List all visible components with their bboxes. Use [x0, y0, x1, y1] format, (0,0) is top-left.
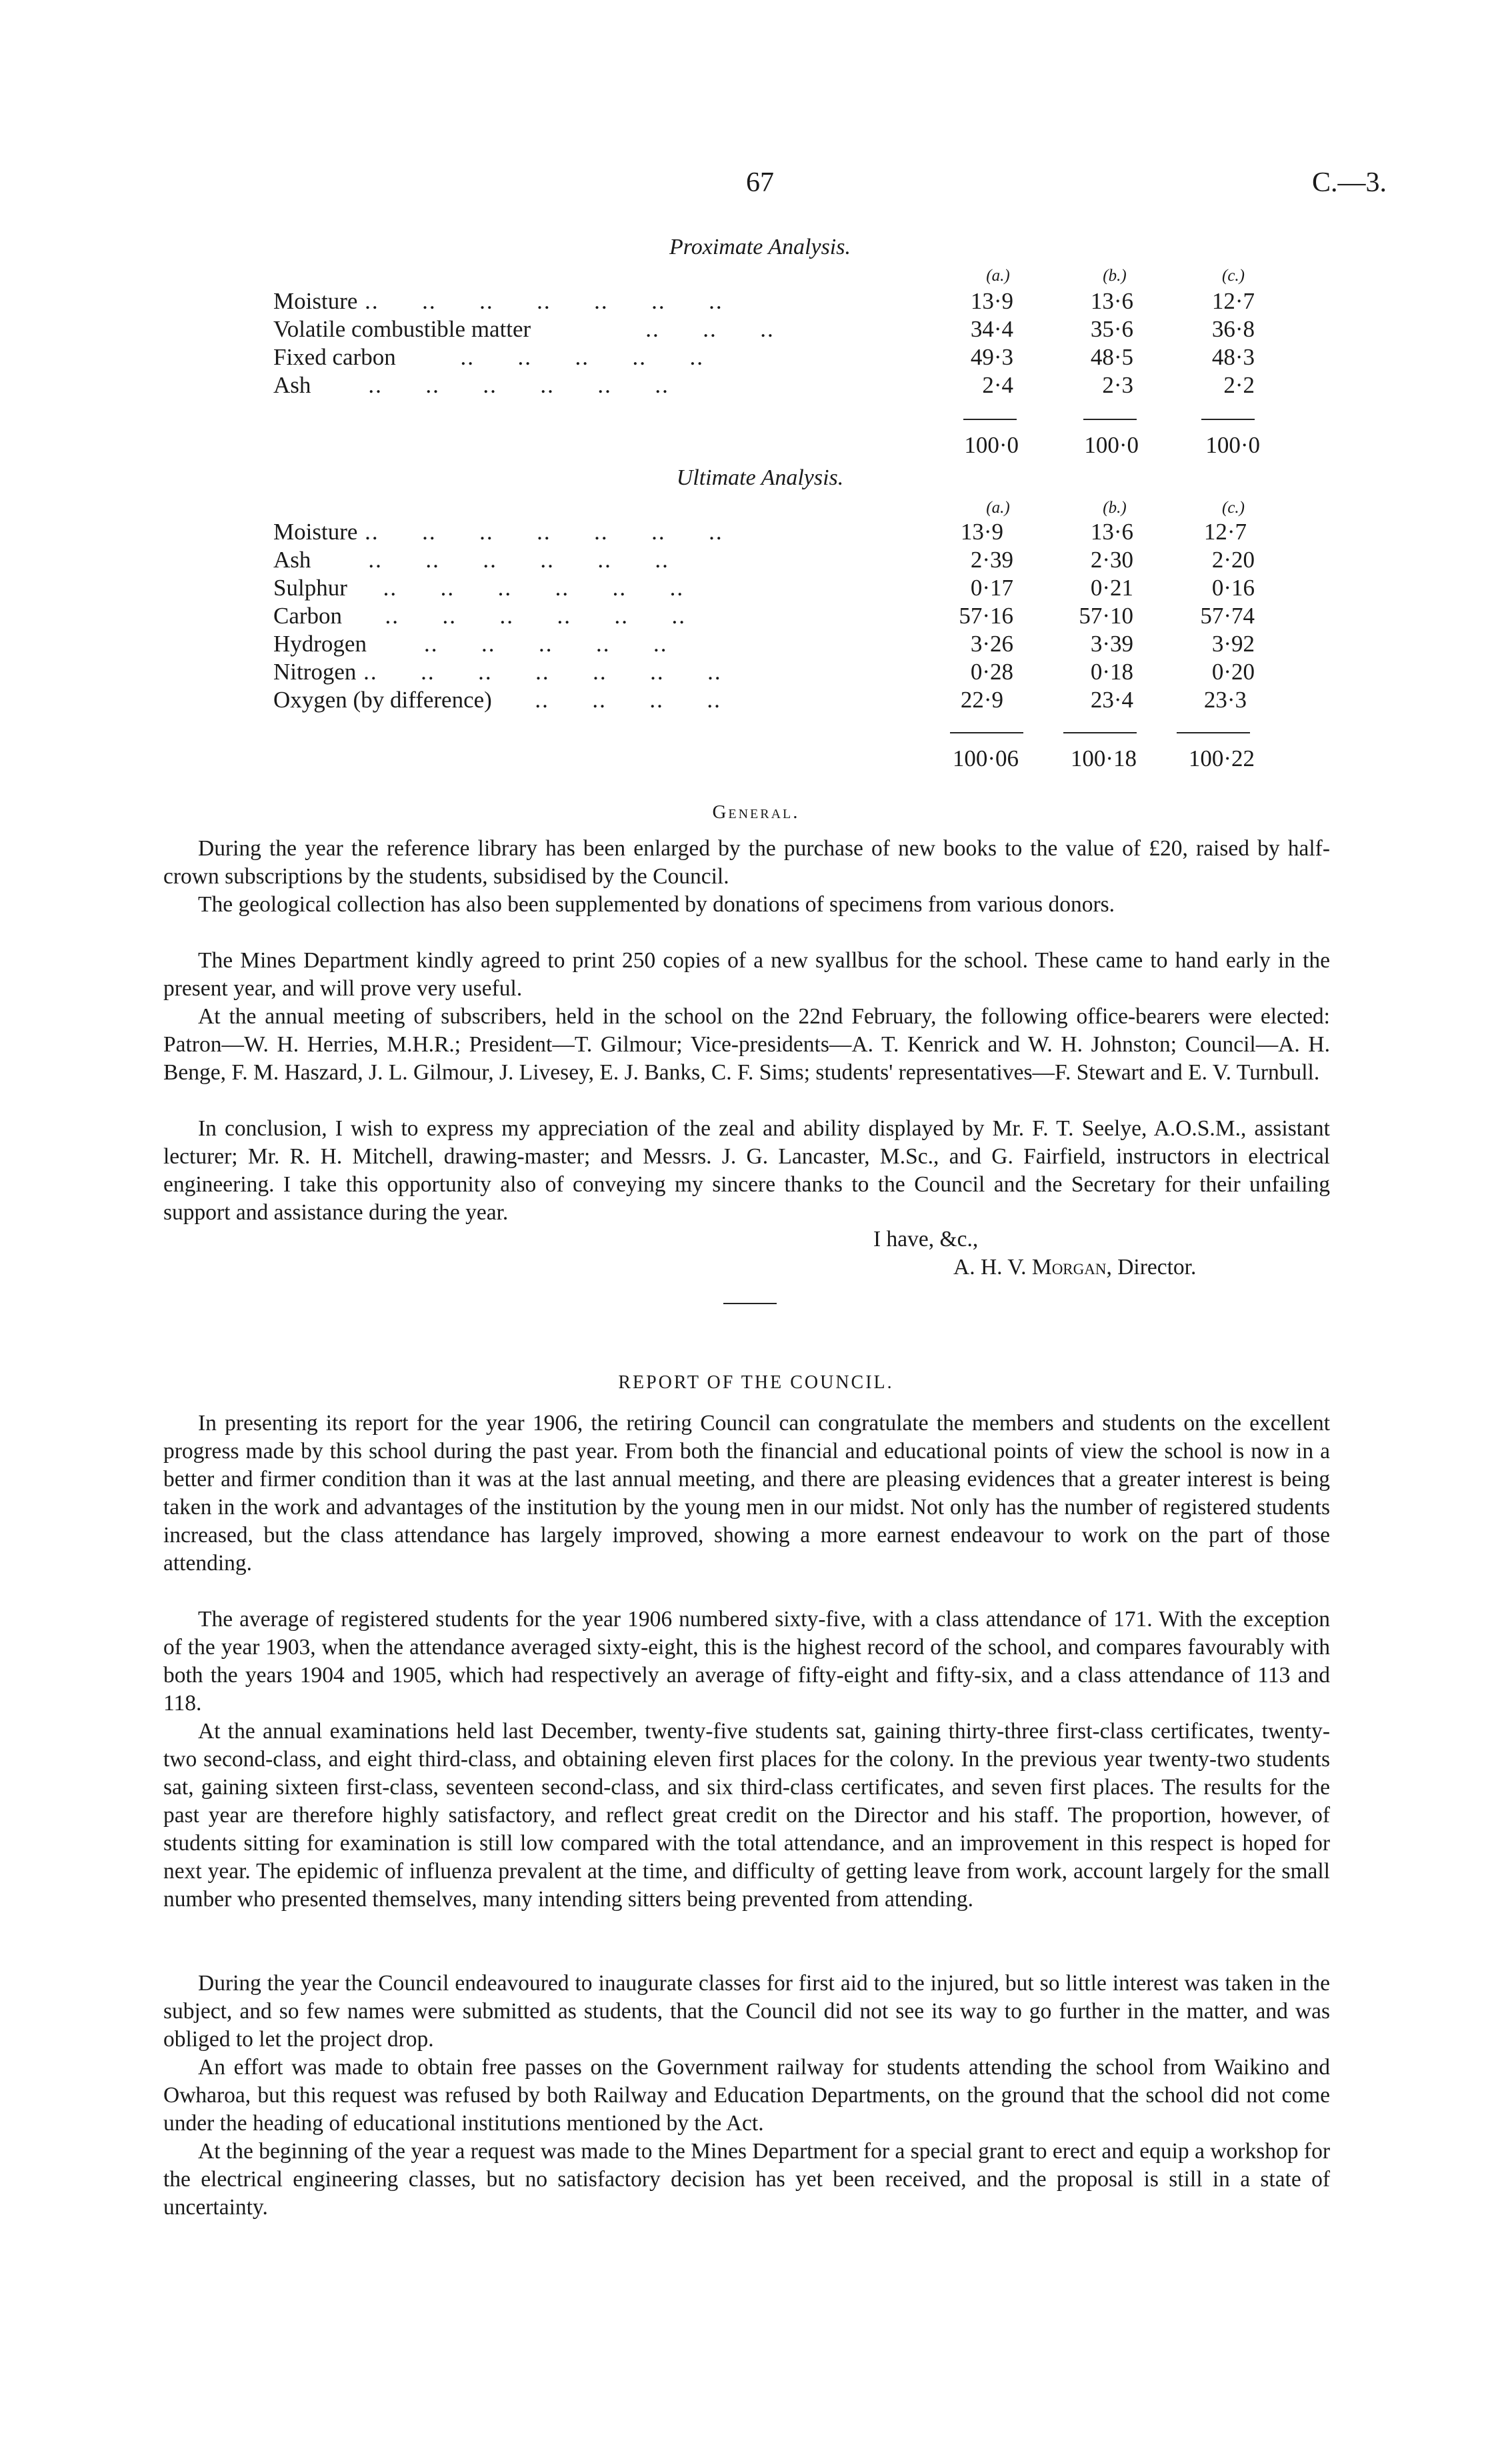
- document-code: C.—3.: [1311, 167, 1387, 198]
- council-paragraph: In presenting its report for the year 1906, the retiring Council can congratulate the members and students on the excellent progress made by this school during the past year. From both the financial and educational points of view the school is now in a better and firmer condition than it was at the last annual meeting, and there are pleasing evidences that a greater interest is being taken in the work and advantages of the institution by the young men in our midst. Not only has the number of registered students increased, but the class attendance has largely improved, showing a more earnest endeavour to work on the part of those attending.: [163, 1411, 1330, 1576]
- proximate-cell: 36·8: [1211, 316, 1255, 342]
- ultimate-cell: 3·92: [1211, 631, 1255, 657]
- page-number: 67: [746, 167, 774, 198]
- proximate-col-c: (c.): [1222, 267, 1245, 285]
- proximate-cell: 48·5: [1090, 344, 1133, 370]
- proximate-col-a: (a.): [986, 267, 1010, 285]
- ultimate-total: 100·06: [952, 745, 1019, 771]
- ultimate-cell: 3·39: [1090, 631, 1133, 657]
- proximate-row-label: Moisture .. .. .. .. .. .. ..: [273, 288, 723, 314]
- ultimate-total-rule: [950, 732, 1023, 733]
- ultimate-col-a: (a.): [986, 499, 1010, 517]
- proximate-total-rule: [1083, 419, 1137, 420]
- general-paragraph: At the annual meeting of subscribers, held in the school on the 22nd February, the following office-bearers were elected: Patron—W. H. Herries, M.H.R.; President—T. Gilmour; Vice-presidents—A. T. Kenrick and W. H. Johnston; Council—A. H. Benge, F. M. Haszard, J. L. Gilmour, J. Livesey, E. J. Banks, C. F. Sims; students' representatives—F. Stewart and E. V. Turnbull.: [163, 1004, 1330, 1085]
- ultimate-row-label: Nitrogen .. .. .. .. .. .. ..: [273, 659, 722, 685]
- ultimate-cell: 0·18: [1090, 659, 1133, 685]
- proximate-row-label: Ash .. .. .. .. .. ..: [273, 372, 669, 398]
- council-paragraph: An effort was made to obtain free passes on the Government railway for students attending the school from Waikino and Owharoa, but this request was refused by both Railway and Education Departments, on the ground that the school did not come under the heading of educational institutions mentioned by the Act.: [163, 2055, 1330, 2136]
- proximate-cell: 49·3: [970, 344, 1013, 370]
- signature-title: , Director.: [1106, 1255, 1197, 1280]
- ultimate-total-rule: [1063, 732, 1137, 733]
- ultimate-cell: 57·10: [1079, 603, 1133, 629]
- ultimate-cell: 57·16: [959, 603, 1013, 629]
- ultimate-row-label: Sulphur .. .. .. .. .. ..: [273, 575, 685, 601]
- ultimate-cell: 0·17: [970, 575, 1013, 601]
- signature-name: A. H. V. Morgan: [953, 1255, 1107, 1280]
- ultimate-total: 100·22: [1188, 745, 1255, 771]
- proximate-col-b: (b.): [1103, 267, 1127, 285]
- proximate-cell: 12·7: [1211, 288, 1255, 314]
- council-paragraph: The average of registered students for the year 1906 numbered sixty-five, with a class attendance of 171. With the exception of the year 1903, when the attendance averaged sixty-eight, this is the highest record of the school, and compares favourably with both the years 1904 and 1905, which had respectively an average of fifty-eight and fifty-six, and a class attendance of 113 and 118.: [163, 1607, 1330, 1716]
- proximate-cell: 13·6: [1090, 288, 1133, 314]
- signature: [953, 1255, 1196, 1280]
- ultimate-cell: 23·4: [1090, 687, 1133, 713]
- proximate-total: 100·0: [964, 432, 1019, 458]
- proximate-total: 100·0: [1205, 432, 1260, 458]
- proximate-cell: 35·6: [1090, 316, 1133, 342]
- ultimate-col-c: (c.): [1222, 499, 1245, 517]
- closing-phrase: I have, &c.,: [873, 1227, 979, 1252]
- proximate-analysis-title: Proximate Analysis.: [669, 235, 851, 259]
- proximate-row-label: Fixed carbon .. .. .. .. ..: [273, 344, 704, 370]
- ultimate-row-label: Ash .. .. .. .. .. ..: [273, 547, 669, 573]
- ultimate-cell: 2·20: [1211, 547, 1255, 573]
- council-paragraph: During the year the Council endeavoured to inaugurate classes for first aid to the injured, but so little interest was taken in the subject, and so few names were submitted as students, that the Council did not see its way to go further in the matter, and was obliged to let the project drop.: [163, 1971, 1330, 2052]
- proximate-total-rule: [963, 419, 1017, 420]
- ultimate-total: 100·18: [1070, 745, 1137, 771]
- ultimate-cell: 0·20: [1211, 659, 1255, 685]
- ultimate-row-label: Moisture .. .. .. .. .. .. ..: [273, 519, 723, 545]
- ultimate-cell: 13·6: [1090, 519, 1133, 545]
- proximate-cell: 2·2: [1223, 372, 1255, 398]
- ultimate-row-label: Carbon .. .. .. .. .. ..: [273, 603, 687, 629]
- general-paragraph: The geological collection has also been supplemented by donations of specimens from various donors.: [198, 892, 1115, 917]
- proximate-total: 100·0: [1084, 432, 1139, 458]
- ultimate-cell: 23·3: [1203, 687, 1247, 713]
- ultimate-cell: 57·74: [1200, 603, 1255, 629]
- ultimate-cell: 0·28: [970, 659, 1013, 685]
- ultimate-cell: 0·16: [1211, 575, 1255, 601]
- ultimate-cell: 2·39: [970, 547, 1013, 573]
- section-separator: [723, 1303, 777, 1304]
- proximate-cell: 34·4: [970, 316, 1013, 342]
- council-paragraph: At the annual examinations held last December, twenty-five students sat, gaining thirty-three first-class certificates, twenty-two second-class, and eight third-class, and obtaining eleven first places for the colony. In the previous year twenty-two students sat, gaining sixteen first-class, seventeen second-class, and six third-class certificates, and seven first places. The results for the past year are therefore highly satisfactory, and reflect great credit on the Director and his staff. The proportion, however, of students sitting for examination is still low compared with the total attendance, and an improvement in this respect is hoped for next year. The epidemic of influenza prevalent at the time, and difficulty of getting leave from work, account largely for the small number who presented themselves, many intending sitters being prevented from attending.: [163, 1719, 1330, 1912]
- ultimate-cell: 3·26: [970, 631, 1013, 657]
- ultimate-cell: 0·21: [1090, 575, 1133, 601]
- proximate-cell: 48·3: [1211, 344, 1255, 370]
- proximate-cell: 2·4: [982, 372, 1013, 398]
- proximate-total-rule: [1201, 419, 1255, 420]
- ultimate-total-rule: [1177, 732, 1250, 733]
- ultimate-cell: 12·7: [1203, 519, 1247, 545]
- proximate-cell: 2·3: [1102, 372, 1133, 398]
- ultimate-row-label: Oxygen (by difference) .. .. .. ..: [273, 687, 721, 713]
- ultimate-analysis-title: Ultimate Analysis.: [676, 465, 844, 490]
- general-paragraph: During the year the reference library has been enlarged by the purchase of new books to the value of £20, raised by half-crown subscriptions by the students, subsidised by the Council.: [163, 836, 1330, 889]
- proximate-row-label: Volatile combustible matter .. .. ..: [273, 316, 775, 342]
- general-heading: General.: [712, 801, 800, 823]
- ultimate-col-b: (b.): [1103, 499, 1127, 517]
- ultimate-cell: 2·30: [1090, 547, 1133, 573]
- ultimate-cell: 13·9: [960, 519, 1003, 545]
- ultimate-row-label: Hydrogen .. .. .. .. ..: [273, 631, 668, 657]
- general-paragraph: In conclusion, I wish to express my appreciation of the zeal and ability displayed by Mr. F. T. Seelye, A.O.S.M., assistant lecturer; Mr. R. H. Mitchell, drawing-master; and Messrs. J. G. Lancaster, M.Sc., and G. Fairfield, instructors in electrical engineering. I take this opportunity also of conveying my sincere thanks to the Council and the Secretary for their unfailing support and assistance during the year.: [163, 1116, 1330, 1225]
- council-paragraph: At the beginning of the year a request was made to the Mines Department for a special grant to erect and equip a workshop for the electrical engineering classes, but no satisfactory decision has yet been received, and the proposal is still in a state of uncertainty.: [163, 2139, 1330, 2220]
- council-report-heading: REPORT OF THE COUNCIL.: [618, 1372, 894, 1393]
- general-paragraph: The Mines Department kindly agreed to print 250 copies of a new syallbus for the school. These came to hand early in the present year, and will prove very useful.: [163, 948, 1330, 1001]
- ultimate-cell: 22·9: [960, 687, 1003, 713]
- proximate-cell: 13·9: [970, 288, 1013, 314]
